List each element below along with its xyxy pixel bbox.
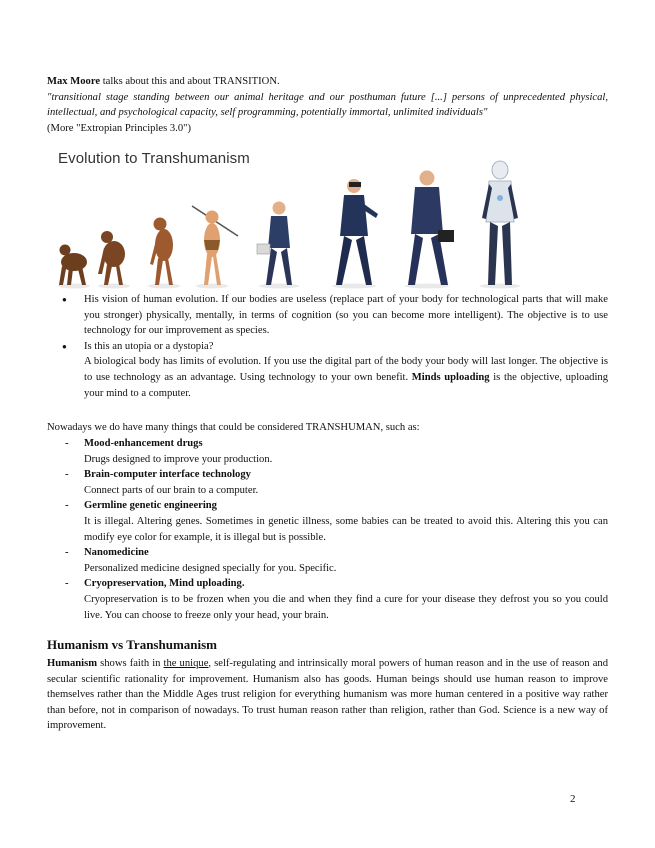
- stage-vr-man: [336, 179, 378, 285]
- bullet-2-part-1: A biological body has limits of evolution. If you use the digital part of the body your body will last longer. The objective is to use technology as an advantage. Using technology to your own benefit.: [84, 356, 608, 383]
- stage-businessman-1: [257, 202, 292, 286]
- humanism-section: [47, 636, 608, 734]
- bullet-item-1: [62, 292, 608, 339]
- item-title: - Nanomedicine: [84, 547, 149, 559]
- item-desc: Drugs designed to improve your production.: [84, 453, 273, 465]
- intro-line: [47, 74, 608, 90]
- paragraph-part-1: shows faith in: [97, 658, 164, 669]
- item-title: - Brain-computer interface technology: [84, 469, 251, 481]
- citation: (More "Extropian Principles 3.0"): [47, 122, 191, 134]
- item-desc: Personalized medicine designed specially for you. Specific.: [84, 562, 337, 574]
- bullet-2-question: ● Is this an utopia or a dystopia?: [84, 340, 214, 352]
- stage-businessman-2: [408, 171, 454, 286]
- author-name: Max Moore: [47, 76, 101, 87]
- transhuman-item: [62, 467, 608, 498]
- quote-text: "transitional stage standing between our animal heritage and our posthuman future [...] persons of unprecedented physical, intellectual, and psychological capacity, self programming, potentially immortal, unlimited individuals": [47, 91, 608, 119]
- item-desc: Cryopreservation is to be frozen when you die and when they find a cure for your disease they defrost you so you could live. You can choose to freeze only your head, your brain.: [84, 593, 608, 621]
- intro-text: talks about this and about TRANSITION.: [100, 76, 280, 87]
- section-paragraph: [47, 656, 608, 734]
- evolution-figure: [52, 148, 572, 290]
- stage-ape: [98, 231, 125, 285]
- bullet-2-text: [84, 354, 608, 401]
- figure-title: Evolution to Transhumanism: [58, 150, 250, 167]
- evolution-illustration: [52, 148, 572, 290]
- stage-hominid-spear: [192, 206, 238, 285]
- section-heading: Humanism vs Transhumanism: [47, 637, 218, 652]
- item-title: - Cryopreservation, Mind uploading.: [84, 578, 245, 590]
- stage-early-primate: [59, 245, 87, 286]
- transhuman-item: [62, 436, 608, 467]
- paragraph-part-2: , self-regulating and intrinsically moral powers of human reason and in the use of reason and secular scientific rationality for improvement. Humanism also has goods. Human beings should use human reason to improve themselves rather than the Middle Ages trust religion for everything humanism was more human centered in a positive way rather than before, not in comparison of nowadays. To trust human reason rather than religion, rather than God. Science is a new way of improvement.: [47, 658, 608, 732]
- transhuman-item: [62, 498, 608, 545]
- stage-early-hominid: [150, 218, 173, 286]
- transhuman-item: [62, 576, 608, 623]
- transhuman-intro: Nowadays we do have many things that could be considered TRANSHUMAN, such as:: [47, 422, 420, 433]
- item-desc: Connect parts of our brain to a computer.: [84, 484, 259, 496]
- transhuman-list: [62, 436, 608, 623]
- underlined-phrase: the unique: [163, 658, 209, 669]
- page-number: 2: [570, 793, 576, 805]
- transhuman-item: [62, 545, 608, 576]
- bullet-item-2: [62, 339, 608, 401]
- item-title: - Germline genetic engineering: [84, 500, 217, 512]
- bullet-list: [62, 292, 608, 401]
- item-title: - Mood-enhancement drugs: [84, 438, 203, 449]
- humanism-term: Humanism: [47, 658, 98, 669]
- bullet-2-bold: Minds uploading: [411, 371, 490, 383]
- bullet-2-part-3: is the objective, uploading your mind to a computer.: [84, 371, 608, 399]
- bullet-1-text: His vision of human evolution. If our bodies are useless (replace part of your body for technological parts that will make you stronger) physically, mentally, in terms of cognition (so you can become more intelligent). The objective is to use technology for our improvement as species.: [84, 294, 608, 337]
- intro-block: [47, 74, 608, 136]
- item-desc: It is illegal. Altering genes. Sometimes in genetic illness, some babies can be treated to avoid this. Altering this you can modify eye color for example, it is illegal but is possible.: [84, 515, 608, 543]
- stage-robot: [482, 161, 518, 285]
